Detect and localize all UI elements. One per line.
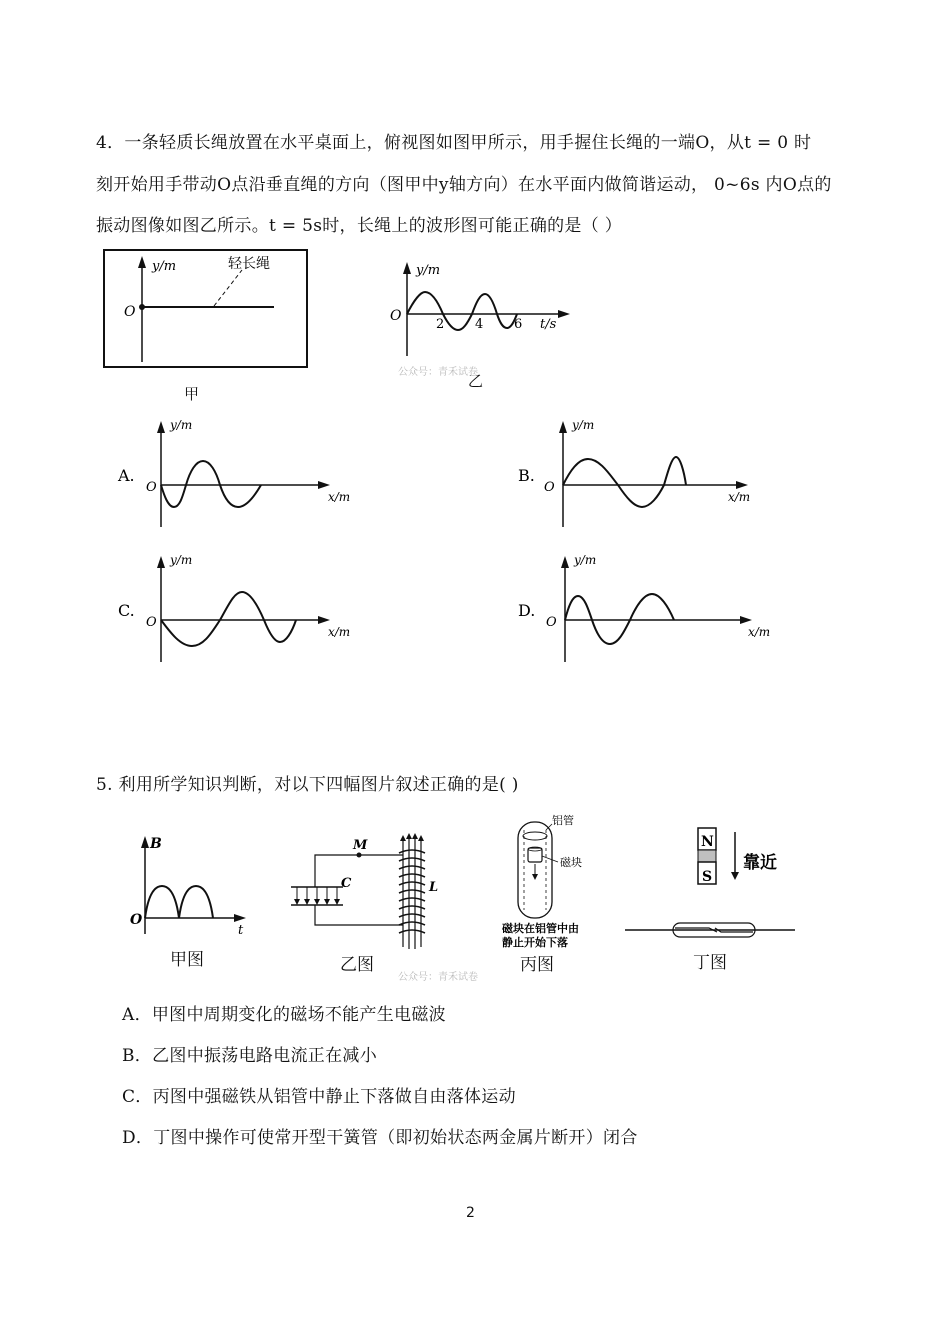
bing-tube-label: 铝管	[552, 814, 574, 827]
bing-magnet-label: 磁块	[560, 856, 582, 869]
jia-rope-label: 轻长绳	[228, 256, 270, 272]
q5-yi-c-label: C	[341, 876, 352, 891]
q5-figure-ding	[625, 822, 800, 947]
q5-figure-bing-caption: 丙图	[520, 955, 554, 975]
option-c-origin: O	[146, 615, 157, 630]
option-b-origin: O	[544, 480, 555, 495]
yi-tick-2: 2	[436, 317, 445, 332]
option-a-xlabel: x/m	[328, 490, 351, 504]
q5-figure-yi-caption: 乙图	[340, 955, 374, 975]
q5-jia-origin: O	[130, 912, 143, 928]
option-c-xlabel: x/m	[328, 625, 351, 639]
option-b-ylabel: y/m	[572, 418, 595, 432]
q5-option-a: A．甲图中周期变化的磁场不能产生电磁波	[122, 1005, 446, 1025]
q5-stem: 5. 利用所学知识判断，对以下四幅图片叙述正确的是( )	[96, 775, 519, 795]
yi-ylabel: y/m	[416, 263, 441, 278]
q5-jia-ylabel: B	[150, 836, 162, 852]
yi-origin: O	[390, 308, 402, 324]
watermark-1: 公众号：青禾试卷	[398, 367, 478, 378]
yi-tick-4: 4	[475, 317, 484, 332]
q4-figure-jia-caption: 甲	[184, 385, 200, 403]
option-d-label: D.	[518, 601, 536, 620]
q4-option-b-graph	[518, 415, 778, 535]
option-b-xlabel: x/m	[728, 490, 751, 504]
q5-yi-m-label: M	[353, 838, 368, 853]
q5-figure-yi	[285, 835, 445, 950]
ding-move-label: 靠近	[743, 853, 777, 873]
jia-origin: O	[124, 304, 136, 320]
ding-n-label: N	[701, 834, 714, 850]
bing-note-line2: 静止开始下落	[502, 936, 568, 949]
q4-option-a-graph	[118, 415, 368, 535]
q5-jia-xlabel: t	[238, 923, 244, 938]
q4-stem-line-3: 振动图像如图乙所示。t = 5s时，长绳上的波形图可能正确的是（ ）	[96, 216, 623, 236]
q4-option-d-graph	[518, 550, 778, 670]
option-a-origin: O	[146, 480, 157, 495]
option-d-xlabel: x/m	[748, 625, 771, 639]
option-d-ylabel: y/m	[574, 553, 597, 567]
q5-yi-l-label: L	[429, 880, 439, 895]
q5-figure-ding-caption: 丁图	[693, 953, 727, 973]
option-a-ylabel: y/m	[170, 418, 193, 432]
q4-stem-line-1: 4．一条轻质长绳放置在水平桌面上，俯视图如图甲所示，用手握住长绳的一端O，从t = 0 时	[96, 133, 812, 153]
q4-stem-line-2: 刻开始用手带动O点沿垂直绳的方向（图甲中y轴方向）在水平面内做简谐运动， 0~6s 内O点的	[96, 175, 832, 195]
q5-figure-jia	[128, 832, 258, 942]
q4-figure-yi	[380, 258, 580, 363]
option-b-label: B.	[518, 466, 535, 485]
q5-option-b: B．乙图中振荡电路电流正在减小	[122, 1046, 377, 1066]
jia-ylabel: y/m	[152, 259, 177, 274]
page-number: 2	[466, 1205, 475, 1221]
bing-note-line1: 磁块在铝管中由	[502, 922, 579, 935]
watermark-2: 公众号：青禾试卷	[398, 972, 478, 983]
q5-option-c: C．丙图中强磁铁从铝管中静止下落做自由落体运动	[122, 1087, 516, 1107]
q5-option-d: D．丁图中操作可使常开型干簧管（即初始状态两金属片断开）闭合	[122, 1128, 638, 1148]
option-a-label: A.	[118, 466, 135, 485]
q5-figure-jia-caption: 甲图	[170, 950, 204, 970]
q4-option-c-graph	[118, 550, 368, 670]
yi-tick-6: 6	[514, 317, 523, 332]
q4-figure-jia	[104, 250, 309, 370]
option-d-origin: O	[546, 615, 557, 630]
q4-figure-yi-caption: 乙	[468, 372, 484, 390]
option-c-ylabel: y/m	[170, 553, 193, 567]
q5-figure-bing	[498, 812, 608, 952]
ding-s-label: S	[702, 869, 713, 885]
yi-xlabel: t/s	[540, 317, 557, 332]
option-c-label: C.	[118, 601, 135, 620]
